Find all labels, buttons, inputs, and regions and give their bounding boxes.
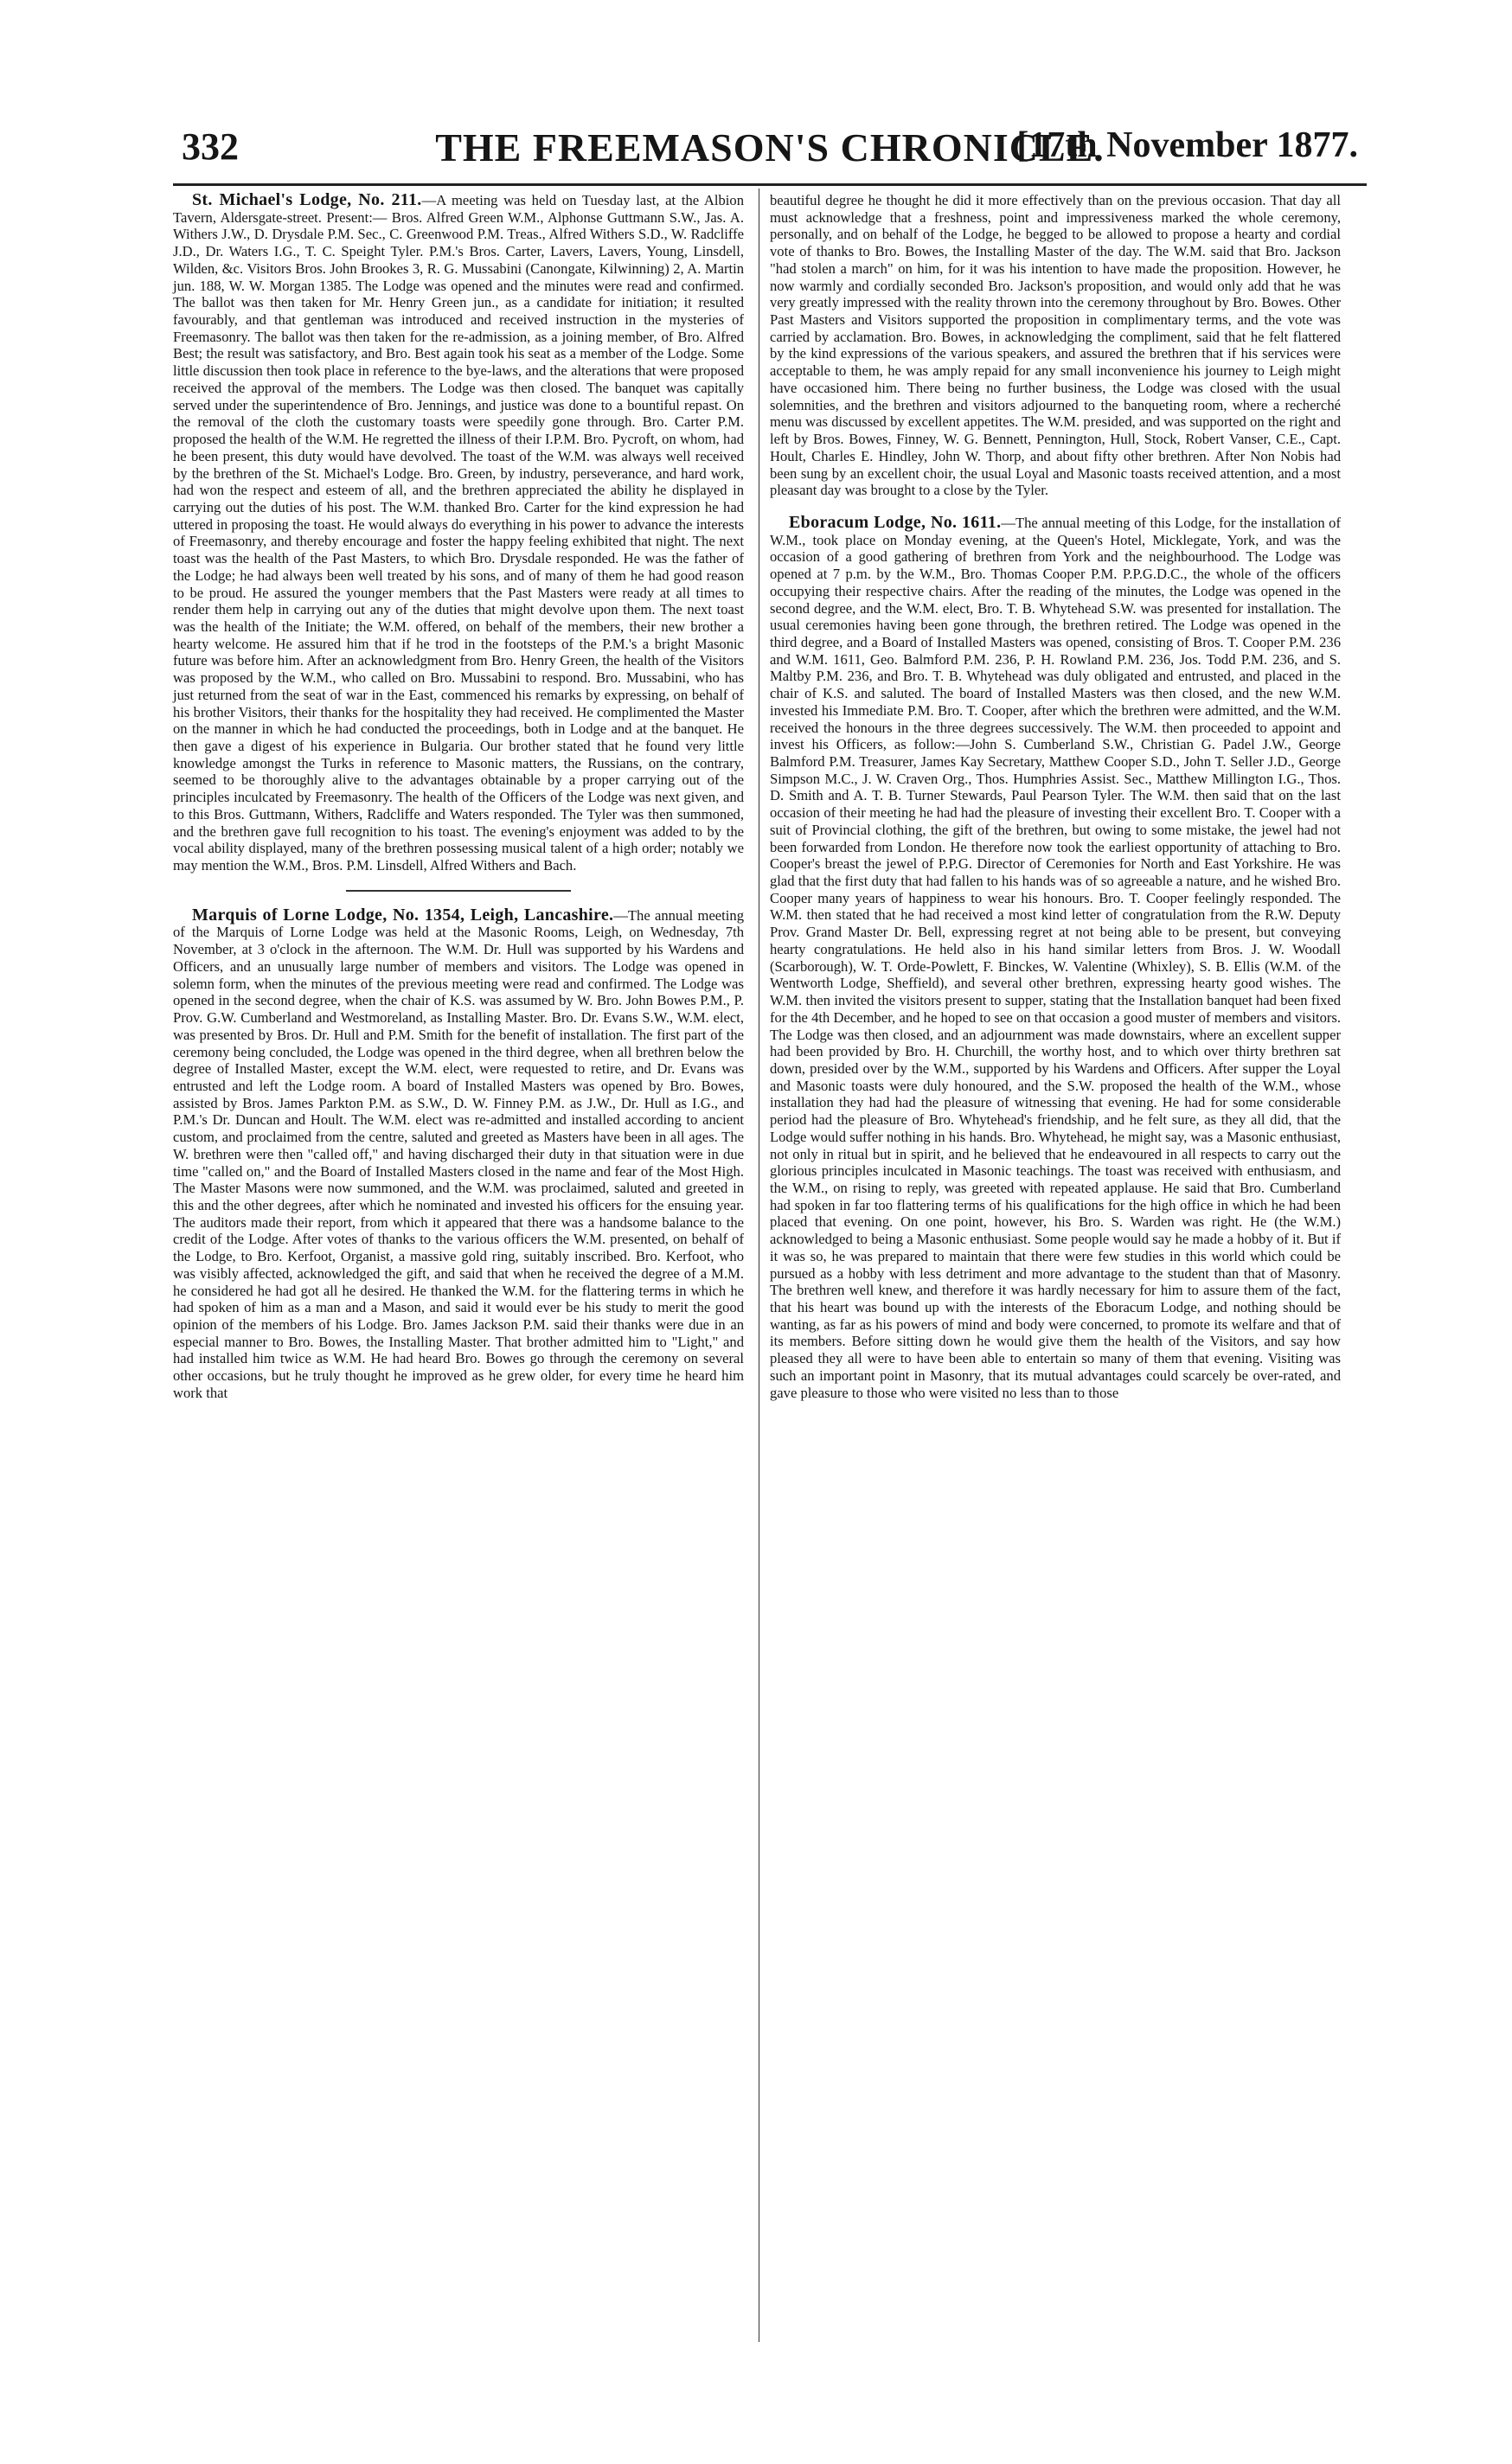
page-number: 332 — [182, 125, 239, 168]
article-heading: Marquis of Lorne Lodge, No. 1354, Leigh, Lancashire. — [192, 905, 614, 925]
left-column — [173, 192, 744, 1402]
article-body: —The annual meeting of this Lodge, for the installation of W.M., took place on Monday evening, at the Queen's Hotel, Micklegate, York, and was the occasion of a good gathering of brethren from York and the neighbourhood. The Lodge was opened at 7 p.m. by the W.M., Bro. Thomas Cooper P.M. P.P.G.D.C., the whole of the officers occupying their respective chairs. After the reading of the minutes, the Lodge was opened in the second degree, and the W.M. elect, Bro. T. B. Whytehead S.W. was presented for installation. The usual ceremonies having been gone through, the brethren retired. The Lodge was opened in the third degree, and a Board of Installed Masters was opened, consisting of Bros. T. Cooper P.M. 236 and W.M. 1611, Geo. Balmford P.M. 236, P. H. Rowland P.M. 236, Jos. Todd P.M. 236, and S. Maltby P.M. 236, and Bro. T. B. Whytehead was duly obligated and entrusted, and placed in the chair of K.S. and saluted. The board of Installed Masters was then closed, and the new W.M. invested his Immediate P.M. Bro. T. Cooper, after which the brethren were admitted, and the W.M. received the honours in the three degrees successively. The W.M. then proceeded to appoint and invest his Officers, as follow:—John S. Cumberland S.W., Christian G. Padel J.W., George Balmford P.M. Treasurer, James Kay Secretary, Matthew Cooper S.D., John T. Seller J.D., George Simpson M.C., J. W. Craven Org., Thos. Humphries Assist. Sec., Matthew Millington I.G., Thos. D. Smith and A. T. B. Turner Stewards, Paul Pearson Tyler. The W.M. then said that on the last occasion of their meeting he had had the pleasure of investing their excellent Bro. T. Cooper with a suit of Provincial clothing, the gift of the brethren, but owing to some mistake, the jewel had not been forwarded from London. He therefore now took the earliest opportunity of attaching to Bro. Cooper's breast the jewel of P.P.G. Director of Ceremonies for North and East Yorkshire. He was glad that the first duty that had fallen to his hands was of so agreeable a nature, and he wished Bro. Cooper many years of happiness to wear his honours. Bro. T. Cooper feelingly responded. The W.M. then stated that he had received a most kind letter of congratulation from the R.W. Deputy Prov. Grand Master Dr. Bell, expressing regret at not being able to be present, but conveying hearty congratulations. He held also in his hand similar letters from Bros. J. W. Woodall (Scarborough), W. T. Orde-Powlett, F. Binckes, W. Valentine (Whixley), S. B. Ellis (W.M. of the Wentworth Lodge, Sheffield), and several other brethren, expressing hearty good wishes. The W.M. then invited the visitors present to supper, stating that the Installation banquet had been fixed for the 4th December, and he hoped to see on that occasion a good muster of members and visitors. The Lodge was then closed, and an adjournment was made downstairs, where an excellent supper had been provided by Bro. H. Churchill, the worthy host, and to which over thirty brethren sat down, presided over by the W.M., supported by his Wardens and Officers. After supper the Loyal and Masonic toasts were duly honoured, and the S.W. proposed the health of the W.M., whose installation they had had the pleasure of witnessing that evening. He had for some considerable period had the pleasure of Bro. Whytehead's friendship, and he felt sure, as they all did, that the Lodge would suffer nothing in his hands. Bro. Whytehead, he might say, was a Masonic enthusiast, not only in ritual but in spirit, and he believed that he endeavoured in all respects to carry out the glorious principles inculcated in Masonic teachings. The toast was received with enthusiasm, and the W.M., on rising to reply, was greeted with repeated applause. He said that Bro. Cumberland had spoken in far too flattering terms of his qualifications for the high office in which he had been placed that evening. On one point, however, his Bro. S. Warden was right. He (the W.M.) acknowledged to being a Masonic enthusiast. Some people would say he made a hobby of it. But if it was so, he was prepared to maintain that there were few studies in this world which could be pursued as a hobby with less detriment and more advantage to the student than that of Masonry. The brethren well knew, and therefore it was hardly necessary for him to assure them of the fact, that his heart was bound up with the interests of the Eboracum Lodge, and nothing should be wanting, as far as his powers of mind and body were concerned, to promote its welfare and that of its members. Before sitting down he would give them the health of the Visitors, and say how pleased they all were to have been able to entertain so many of them that evening. Visiting was such an important point in Masonry, that its mutual advantages could scarcely be over-rated, and gave pleasure to those who were visited no less than to those — [770, 514, 1341, 1401]
right-column — [770, 192, 1341, 1401]
article-body: —A meeting was held on Tuesday last, at the Albion Tavern, Aldersgate-street. Present:— Bros. Alfred Green W.M., Alphonse Guttmann S.W., Jas. A. Withers J.W., D. Drysdale P.M. Sec., C. Greenwood P.M. Treas., Alfred Withers S.D., W. Radcliffe J.D., Dr. Waters I.G., T. C. Speight Tyler. P.M.'s Bros. Carter, Lavers, Lavers, Young, Linsdell, Wilden, &c. Visitors Bros. John Brookes 3, R. G. Mussabini (Canongate, Kilwinning) 2, A. Martin jun. 188, W. W. Morgan 1385. The Lodge was opened and the minutes were read and confirmed. The ballot was then taken for Mr. Henry Green jun., as a candidate for initiation; it resulted favourably, and that gentleman was introduced and received instruction in the mysteries of Freemasonry. The ballot was then taken for the re-admission, as a joining member, of Bro. Alfred Best; the result was satisfactory, and Bro. Best again took his seat as a member of the Lodge. Some little discussion then took place in reference to the bye-laws, and the alterations that were proposed received the approval of the members. The Lodge was then closed. The banquet was capitally served under the superintendence of Bro. Jennings, and justice was done to a bountiful repast. On the removal of the cloth the customary toasts were speedily gone through. Bro. Carter P.M. proposed the health of the W.M. He regretted the illness of their I.P.M. Bro. Pycroft, on whom, had he been present, this duty would have devolved. The toast of the W.M. was always well received by the brethren of the St. Michael's Lodge. Bro. Green, by industry, perseverance, and hard work, had won the respect and esteem of all, and the brethren appreciated the ability he displayed in carrying out the duties of his post. The W.M. thanked Bro. Carter for the kind expression he had uttered in proposing the toast. He would always do everything in his power to advance the interests of Freemasonry, and thereby encourage and foster the happy feeling exhibited that night. The next toast was the health of the Past Masters, to which Bro. Drysdale responded. He was the father of the Lodge; he had always been well treated by his sons, and of many of them he had good reason to be proud. He assured the younger members that the Past Masters were ready at all times to render them help in carrying out any of the duties that might devolve upon them. The next toast was the health of the Initiate; the W.M. offered, on behalf of the members, their new brother a hearty welcome. He assured him that if he trod in the footsteps of the P.M.'s a bright Masonic future was before him. After an acknowledgment from Bro. Henry Green, the health of the Visitors was proposed by the W.M., who called on Bro. Mussabini to respond. Bro. Mussabini, who has just returned from the seat of war in the East, commenced his remarks by expressing, on behalf of his brother Visitors, their thanks for the hospitality they had received. He complimented the Master on the manner in which he had conducted the proceedings, both in Lodge and at the banquet. He then gave a digest of his experience in Bulgaria. Our brother stated that he found very little knowledge amongst the Turks in reference to Masonic matters, the Russians, on the contrary, seemed to be thoroughly alive to the advantages obtainable by a proper carrying out of the principles inculcated by Freemasonry. The health of the Officers of the Lodge was next given, and to this Bros. Guttmann, Withers, Radcliffe and Waters responded. The Tyler was then summoned, and the brethren gave full recognition to his toast. The evening's enjoyment was added to by the vocal ability displayed, many of the brethren possessing musical talent of a high order; notably we may mention the W.M., Bros. P.M. Linsdell, Alfred Withers and Bach. — [173, 192, 744, 874]
article-heading: St. Michael's Lodge, No. 211. — [192, 190, 422, 209]
article-body: —The annual meeting of the Marquis of Lorne Lodge was held at the Masonic Rooms, Leigh, on Wednesday, 7th November, at 3 o'clock in the afternoon. The W.M. Dr. Hull was supported by his Wardens and Officers, and an unusually large number of members and visitors. The Lodge was opened in solemn form, when the minutes of the previous meeting were read and confirmed. The Lodge was opened in the second degree, when the chair of K.S. was assumed by W. Bro. John Bowes P.M., P. Prov. G.W. Cumberland and Westmoreland, as Installing Master. Bro. Dr. Evans S.W., W.M. elect, was presented by Bros. Dr. Hull and P.M. Smith for the benefit of installation. The first part of the ceremony being concluded, the Lodge was opened in the third degree, when all brethren below the degree of Installed Master, except the W.M. elect, were requested to retire, and Dr. Evans was entrusted and left the Lodge room. A board of Installed Masters was opened by Bro. Bowes, assisted by Bros. James Parkton P.M. as S.W., D. W. Finney P.M. as J.W., Dr. Hull as I.G., and P.M.'s Dr. Duncan and Hoult. The W.M. elect was re-admitted and installed according to ancient custom, and proclaimed from the centre, saluted and greeted as Masters have been in all ages. The W. brethren were then "called off," and having discharged their duty in that situation were in due time "called on," and the Board of Installed Masters closed in the name and fear of the Most High. The Master Masons were now summoned, and the W.M. was proclaimed, saluted and greeted in this and the other degrees, after which he nominated and invested his officers for the ensuing year. The auditors made their report, from which it appeared that there was a handsome balance to the credit of the Lodge. After votes of thanks to the various officers the W.M. presented, on behalf of the Lodge, to Bro. Kerfoot, Organist, a massive gold ring, suitably inscribed. Bro. Kerfoot, who was visibly affected, acknowledged the gift, and said that when he received the degree of a M.M. he considered he had got all he desired. He thanked the W.M. for the flattering terms in which he had spoken of him as a man and a Mason, and said it would ever be his study to merit the good opinion of the members of his Lodge. Bro. James Jackson P.M. said their thanks were due in an especial manner to Bro. Bowes, the Installing Master. That brother admitted him to "Light," and had installed him twice as W.M. He had heard Bro. Bowes go through the ceremony on several other occasions, but he truly thought he improved as he grew older, for every time he heard him work that — [173, 906, 744, 1401]
masthead-rule — [173, 183, 1367, 186]
article-heading: Eboracum Lodge, No. 1611. — [789, 512, 1002, 532]
section-divider — [346, 890, 571, 892]
article-eboracum-lodge — [770, 512, 1341, 1401]
publication-title: THE FREEMASON'S CHRONICLE. — [435, 125, 1105, 170]
article-continuation: beautiful degree he thought he did it more effectively than on the previous occasion. That day all must acknowledge that a freshness, point and impressiveness marked the whole ceremony, personally, and on behalf of the Lodge, he begged to be allowed to propose a hearty and cordial vote of thanks to Bro. Bowes, the Installing Master of the day. The W.M. said that Bro. Jackson "had stolen a march" on him, for it was his intention to have made the proposition. However, he now warmly and cordially seconded Bro. Jackson's proposition, and would only add that he was very greatly impressed with the reality thrown into the ceremony throughout by Bro. Bowes. Other Past Masters and Visitors supported the proposition in complimentary terms, and the vote was carried by acclamation. Bro. Bowes, in acknowledging the compliment, said that he felt flattered by the kind expressions of the various speakers, and assured the brethren that if his services were acceptable to them, he was amply repaid for any small inconvenience his journey to Leigh might have occasioned him. There being no further business, the Lodge was closed with the usual solemnities, and the brethren and visitors adjourned to the banqueting room, where a recherché menu was discussed by excellent appetites. The W.M. presided, and was supported on the right and left by Bros. Bowes, Finney, W. G. Bennett, Pennington, Hull, Stock, Robert Vanser, C.E., Capt. Hoult, Charles E. Hindley, John W. Thorp, and about fifty other brethren. After Non Nobis had been sung by an excellent choir, the usual Loyal and Masonic toasts received attention, and a most pleasant day was brought to a close by the Tyler. — [770, 192, 1341, 499]
issue-date: [17th November 1877. — [1016, 125, 1358, 165]
article-marquis-of-lorne-lodge — [173, 907, 744, 1402]
article-st-michaels-lodge — [173, 192, 744, 874]
masthead — [173, 121, 1367, 182]
